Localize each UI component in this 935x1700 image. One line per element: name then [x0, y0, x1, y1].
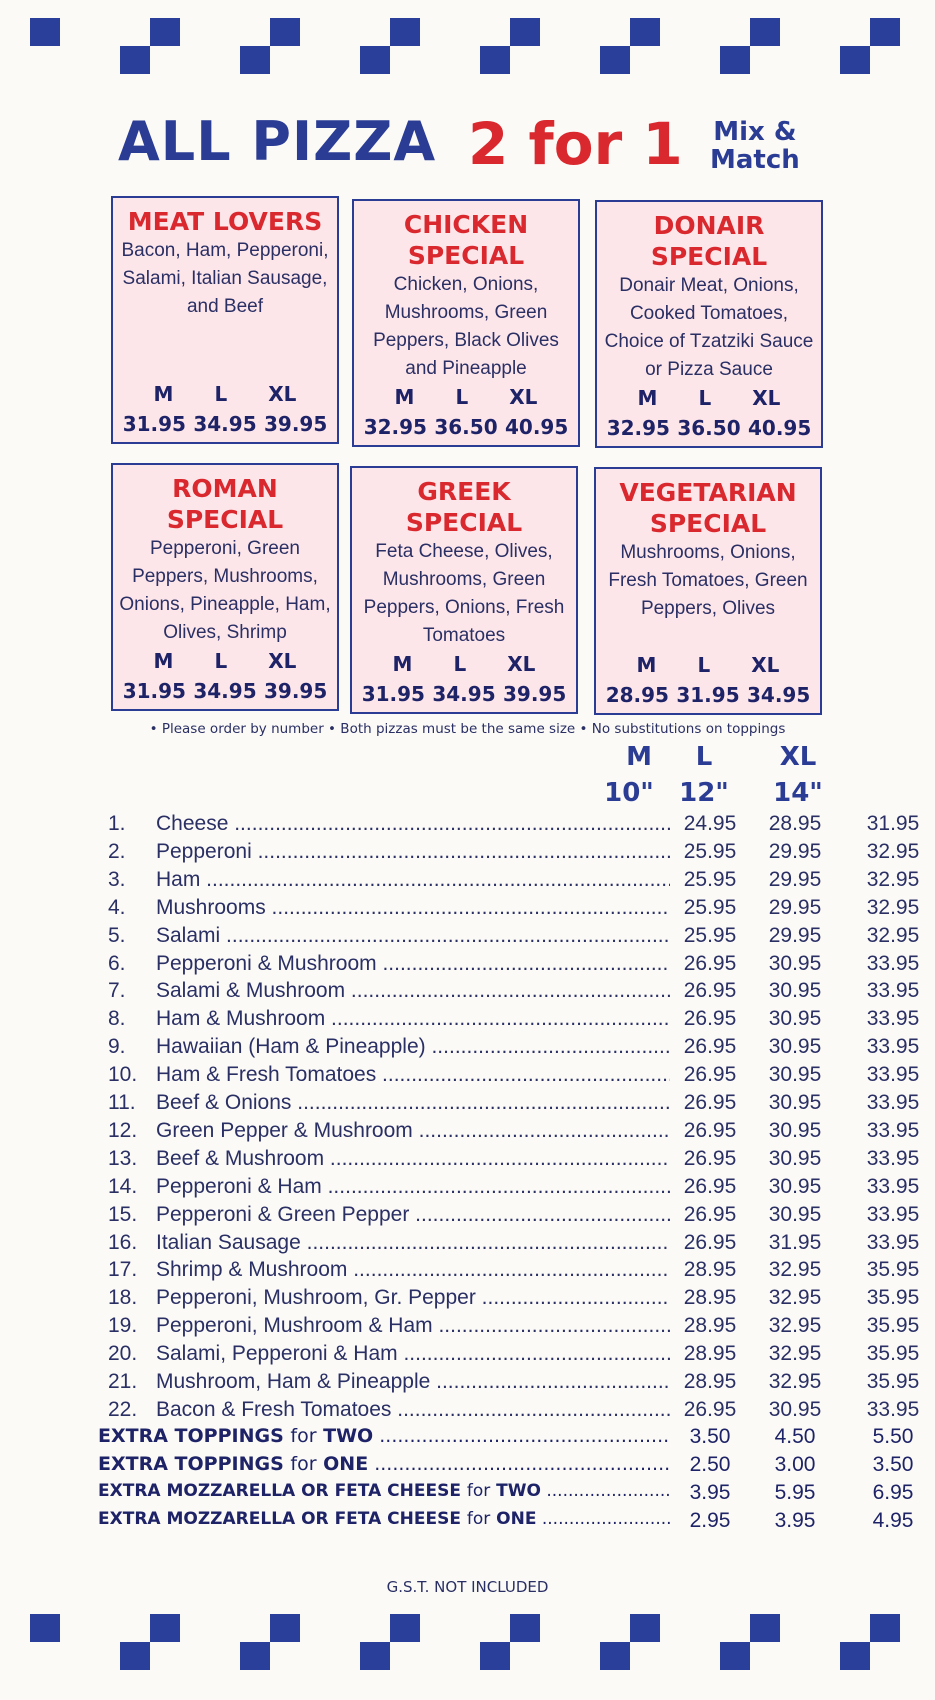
price-xl: 3.50 — [853, 1453, 933, 1477]
price-xl: 35.95 — [853, 1286, 933, 1310]
special-size-label: L — [697, 653, 711, 677]
special-card — [352, 199, 580, 447]
extra-who: TWO — [496, 1480, 541, 1501]
menu-item-name: Beef & Mushroom ..... — [156, 1147, 688, 1171]
price-large: 28.95 — [755, 812, 835, 836]
special-price: 36.50 — [677, 416, 741, 440]
price-medium: 25.95 — [670, 840, 750, 864]
special-price: 32.95 — [606, 416, 670, 440]
price-large: 30.95 — [755, 979, 835, 1003]
special-size-label: L — [455, 385, 469, 409]
menu-item-number: 7. — [108, 979, 126, 1003]
price-medium: 26.95 — [670, 979, 750, 1003]
menu-item-name: Ham & Fresh Tomatoes ..... — [156, 1063, 688, 1087]
special-size-label: XL — [268, 649, 297, 673]
price-large: 32.95 — [755, 1370, 835, 1394]
extra-row — [98, 1452, 914, 1481]
price-xl: 35.95 — [853, 1370, 933, 1394]
extra-for: for — [466, 1508, 491, 1529]
price-xl: 33.95 — [853, 1398, 933, 1422]
price-large: 32.95 — [755, 1342, 835, 1366]
price-medium: 25.95 — [670, 896, 750, 920]
menu-item-number: 20. — [108, 1342, 138, 1366]
menu-item-name: Pepperoni & Ham ..... — [156, 1175, 688, 1199]
menu-item-number: 22. — [108, 1397, 138, 1421]
menu-item-number: 13. — [108, 1146, 138, 1170]
special-description: Chicken, Onions, Mushrooms, Green Peppers, Black Olives and Pineapple — [373, 274, 559, 379]
special-prices — [596, 683, 820, 707]
extra-name — [98, 1453, 688, 1475]
special-sizes — [597, 386, 821, 410]
price-medium: 26.95 — [670, 1091, 750, 1115]
extra-label: EXTRA TOPPINGS — [98, 1452, 284, 1475]
price-large: 5.95 — [755, 1481, 835, 1505]
extra-who: ONE — [323, 1452, 369, 1475]
special-size-label: M — [153, 382, 174, 406]
price-medium: 28.95 — [670, 1314, 750, 1338]
menu-item-number: 9. — [108, 1035, 126, 1059]
price-medium: 28.95 — [670, 1342, 750, 1366]
special-sizes — [113, 649, 337, 673]
menu-row — [98, 1091, 920, 1119]
price-xl: 33.95 — [853, 1035, 933, 1059]
extra-name — [98, 1425, 688, 1447]
price-medium: 2.50 — [670, 1453, 750, 1477]
special-card — [350, 466, 578, 714]
price-large: 32.95 — [755, 1286, 835, 1310]
menu-row — [98, 839, 920, 868]
price-medium: 24.95 — [670, 812, 750, 836]
special-size-label: M — [636, 653, 657, 677]
menu-item-name: Mushroom, Ham & Pineapple ..... — [156, 1370, 688, 1394]
menu-item-number: 4. — [108, 895, 126, 919]
special-description: Feta Cheese, Olives, Mushrooms, Green Peppers, Onions, Fresh Tomatoes — [363, 541, 565, 646]
menu-item-name: Salami, Pepperoni & Ham ..... — [156, 1342, 688, 1366]
menu-item-name: Shrimp & Mushroom ..... — [156, 1258, 688, 1282]
extra-label: EXTRA TOPPINGS — [98, 1425, 284, 1447]
extra-row — [98, 1480, 914, 1509]
menu-item-number: 1. — [108, 812, 126, 835]
menu-item-name: Pepperoni & Mushroom ..... — [156, 952, 688, 976]
special-size-label: XL — [268, 382, 297, 406]
menu-item-name: Ham & Mushroom ..... — [156, 1007, 688, 1031]
price-large: 29.95 — [755, 868, 835, 892]
menu-item-number: 12. — [108, 1118, 138, 1142]
menu-item-number: 16. — [108, 1230, 138, 1254]
price-xl: 32.95 — [853, 896, 933, 920]
price-large: 4.50 — [755, 1425, 835, 1449]
price-medium: 26.95 — [670, 952, 750, 976]
extra-who: ONE — [496, 1508, 537, 1529]
special-card — [595, 200, 823, 448]
menu-row — [98, 1174, 920, 1203]
extra-label: EXTRA MOZZARELLA OR FETA CHEESE — [98, 1508, 461, 1529]
menu-item-name: Mushrooms ..... — [156, 896, 688, 920]
special-name: VEGETARIAN SPECIAL — [619, 478, 797, 538]
menu-item-number: 11. — [108, 1091, 136, 1114]
price-large: 32.95 — [755, 1314, 835, 1338]
price-large: 30.95 — [755, 1035, 835, 1059]
special-price: 28.95 — [605, 683, 669, 707]
column-inches-m: 10" — [604, 778, 654, 808]
special-price: 34.95 — [432, 682, 496, 706]
special-card — [594, 467, 822, 715]
menu-row — [98, 812, 920, 840]
price-large: 3.00 — [755, 1453, 835, 1477]
price-xl: 32.95 — [853, 924, 933, 948]
price-large: 30.95 — [755, 1119, 835, 1143]
price-xl: 6.95 — [853, 1481, 933, 1505]
menu-item-name: Italian Sausage ..... — [156, 1231, 688, 1255]
menu-row — [98, 1035, 920, 1063]
extra-row — [98, 1508, 914, 1537]
menu-headline — [0, 108, 935, 188]
menu-item-number: 17. — [108, 1258, 138, 1282]
price-medium: 26.95 — [670, 1231, 750, 1255]
headline-mix-match: Mix & Match — [710, 117, 800, 175]
menu-row — [98, 1370, 920, 1398]
gst-note: G.S.T. NOT INCLUDED — [386, 1578, 549, 1596]
special-description: Mushrooms, Onions, Fresh Tomatoes, Green Peppers, Olives — [608, 542, 808, 619]
special-price: 36.50 — [434, 415, 498, 439]
price-medium: 3.50 — [670, 1425, 750, 1449]
order-note: • Please order by number • Both pizzas must be the same size • No substitutions on toppings — [149, 721, 786, 737]
price-xl: 31.95 — [853, 812, 933, 836]
column-size-l: L — [695, 742, 713, 772]
special-name: ROMAN SPECIAL — [166, 474, 284, 534]
menu-item-name: Beef & Onions ..... — [156, 1091, 688, 1115]
extra-name — [98, 1509, 688, 1529]
headline-all-pizza: ALL PIZZA — [118, 110, 437, 173]
menu-item-number: 5. — [108, 923, 126, 947]
menu-row — [98, 867, 920, 896]
special-sizes — [354, 385, 578, 409]
extra-who: TWO — [323, 1425, 374, 1447]
special-size-label: XL — [751, 653, 780, 677]
price-large: 30.95 — [755, 1007, 835, 1031]
price-medium: 28.95 — [670, 1370, 750, 1394]
menu-row — [98, 1314, 920, 1342]
price-large: 30.95 — [755, 1063, 835, 1087]
menu-row — [98, 1118, 920, 1147]
price-xl: 35.95 — [853, 1342, 933, 1366]
checkered-border-bottom — [30, 1614, 930, 1670]
price-medium: 3.95 — [670, 1481, 750, 1505]
menu-item-name: Salami & Mushroom ..... — [156, 979, 688, 1003]
special-price: 31.95 — [122, 412, 186, 436]
price-large: 29.95 — [755, 924, 835, 948]
price-large: 30.95 — [755, 952, 835, 976]
column-inches-xl: 14" — [773, 778, 823, 808]
checkered-border-top — [30, 18, 930, 74]
special-size-label: M — [392, 652, 413, 676]
menu-row — [98, 1286, 920, 1314]
column-size-xl: XL — [779, 742, 817, 772]
menu-item-number: 8. — [108, 1007, 126, 1031]
menu-item-name: Pepperoni & Green Pepper ..... — [156, 1203, 688, 1227]
extra-label: EXTRA MOZZARELLA OR FETA CHEESE — [98, 1480, 461, 1501]
menu-item-number: 14. — [108, 1174, 138, 1198]
headline-2-for-1: 2 for 1 — [468, 110, 683, 178]
price-xl: 33.95 — [853, 952, 933, 976]
price-xl: 4.95 — [853, 1509, 933, 1533]
price-medium: 26.95 — [670, 1175, 750, 1199]
price-xl: 33.95 — [853, 1147, 933, 1171]
special-sizes — [596, 653, 820, 677]
special-size-label: L — [698, 386, 712, 410]
price-medium: 25.95 — [670, 868, 750, 892]
price-xl: 33.95 — [853, 1203, 933, 1227]
price-medium: 28.95 — [670, 1258, 750, 1282]
menu-item-name: Green Pepper & Mushroom ..... — [156, 1119, 688, 1143]
price-xl: 33.95 — [853, 1091, 933, 1115]
special-name: GREEK SPECIAL — [405, 477, 523, 537]
menu-row — [98, 1258, 920, 1286]
special-prices — [354, 415, 578, 439]
menu-item-name: Cheese ..... — [156, 812, 688, 836]
price-medium: 26.95 — [670, 1007, 750, 1031]
menu-item-number: 6. — [108, 951, 126, 975]
menu-row — [98, 979, 920, 1007]
price-xl: 33.95 — [853, 1063, 933, 1087]
special-name: CHICKEN SPECIAL — [403, 210, 529, 270]
menu-row — [98, 1230, 920, 1259]
menu-item-number: 2. — [108, 839, 126, 863]
menu-item-name: Hawaiian (Ham & Pineapple) ..... — [156, 1035, 688, 1059]
special-size-label: XL — [507, 652, 536, 676]
extra-name — [98, 1481, 688, 1501]
special-price: 34.95 — [747, 683, 811, 707]
menu-item-name: Pepperoni, Mushroom, Gr. Pepper ..... — [156, 1286, 688, 1310]
special-size-label: M — [394, 385, 415, 409]
special-price: 39.95 — [264, 412, 328, 436]
price-xl: 33.95 — [853, 979, 933, 1003]
column-inches-l: 12" — [679, 778, 729, 808]
special-size-label: L — [453, 652, 467, 676]
special-price: 31.95 — [361, 682, 425, 706]
menu-item-name: Ham ..... — [156, 868, 688, 892]
menu-item-number: 10. — [108, 1063, 138, 1087]
special-prices — [597, 416, 821, 440]
price-xl: 32.95 — [853, 840, 933, 864]
special-prices — [113, 679, 337, 703]
menu-item-number: 18. — [108, 1286, 138, 1310]
special-price: 40.95 — [748, 416, 812, 440]
special-description: Pepperoni, Green Peppers, Mushrooms, Onions, Pineapple, Ham, Olives, Shrimp — [119, 538, 331, 643]
price-large: 3.95 — [755, 1509, 835, 1533]
menu-item-number: 3. — [108, 867, 126, 891]
special-price: 32.95 — [363, 415, 427, 439]
special-size-label: M — [153, 649, 174, 673]
price-xl: 35.95 — [853, 1314, 933, 1338]
special-price: 34.95 — [193, 412, 257, 436]
menu-row — [98, 1063, 920, 1091]
special-description: Bacon, Ham, Pepperoni, Salami, Italian Sausage, and Beef — [121, 240, 329, 317]
menu-row — [98, 1007, 920, 1035]
special-sizes — [352, 652, 576, 676]
column-size-m: M — [626, 742, 652, 772]
price-large: 30.95 — [755, 1203, 835, 1227]
special-prices — [113, 412, 337, 436]
price-large: 30.95 — [755, 1147, 835, 1171]
special-name: DONAIR SPECIAL — [650, 211, 768, 271]
price-large: 30.95 — [755, 1398, 835, 1422]
price-xl: 33.95 — [853, 1007, 933, 1031]
menu-item-name: Pepperoni ..... — [156, 840, 688, 864]
extra-for: for — [290, 1452, 317, 1475]
price-medium: 26.95 — [670, 1398, 750, 1422]
price-large: 29.95 — [755, 840, 835, 864]
special-size-label: L — [214, 382, 228, 406]
price-xl: 32.95 — [853, 868, 933, 892]
menu-row — [98, 1397, 920, 1426]
special-name: MEAT LOVERS — [127, 207, 323, 236]
price-medium: 25.95 — [670, 924, 750, 948]
price-large: 29.95 — [755, 896, 835, 920]
price-medium: 26.95 — [670, 1203, 750, 1227]
special-size-label: XL — [509, 385, 538, 409]
menu-item-number: 19. — [108, 1314, 138, 1338]
price-xl: 33.95 — [853, 1119, 933, 1143]
special-card — [111, 196, 339, 444]
special-size-label: L — [214, 649, 228, 673]
menu-row — [98, 923, 920, 952]
menu-row — [98, 951, 920, 980]
price-medium: 28.95 — [670, 1286, 750, 1310]
price-large: 30.95 — [755, 1091, 835, 1115]
price-xl: 33.95 — [853, 1175, 933, 1199]
special-price: 39.95 — [264, 679, 328, 703]
special-price: 31.95 — [122, 679, 186, 703]
special-price: 39.95 — [503, 682, 567, 706]
price-large: 31.95 — [755, 1231, 835, 1255]
price-xl: 5.50 — [853, 1425, 933, 1449]
menu-row — [98, 1342, 920, 1370]
price-medium: 26.95 — [670, 1147, 750, 1171]
special-sizes — [113, 382, 337, 406]
menu-row — [98, 1202, 920, 1231]
menu-item-name: Salami ..... — [156, 924, 688, 948]
special-size-label: XL — [752, 386, 781, 410]
price-medium: 2.95 — [670, 1509, 750, 1533]
extra-for: for — [290, 1425, 317, 1447]
menu-item-name: Bacon & Fresh Tomatoes ..... — [156, 1398, 688, 1422]
menu-item-name: Pepperoni, Mushroom & Ham ..... — [156, 1314, 688, 1338]
price-xl: 35.95 — [853, 1258, 933, 1282]
extra-for: for — [466, 1480, 491, 1501]
special-description: Donair Meat, Onions, Cooked Tomatoes, Choice of Tzatziki Sauce or Pizza Sauce — [604, 275, 814, 380]
price-medium: 26.95 — [670, 1119, 750, 1143]
price-medium: 26.95 — [670, 1063, 750, 1087]
price-xl: 33.95 — [853, 1231, 933, 1255]
special-size-label: M — [637, 386, 658, 410]
price-medium: 26.95 — [670, 1035, 750, 1059]
menu-item-number: 15. — [108, 1202, 138, 1226]
special-price: 40.95 — [505, 415, 569, 439]
menu-row — [98, 895, 920, 924]
menu-row — [98, 1146, 920, 1175]
special-card — [111, 463, 339, 711]
price-large: 30.95 — [755, 1175, 835, 1199]
extra-row — [98, 1425, 914, 1453]
special-price: 34.95 — [193, 679, 257, 703]
menu-item-number: 21. — [108, 1370, 138, 1393]
special-price: 31.95 — [676, 683, 740, 707]
price-large: 32.95 — [755, 1258, 835, 1282]
special-prices — [352, 682, 576, 706]
